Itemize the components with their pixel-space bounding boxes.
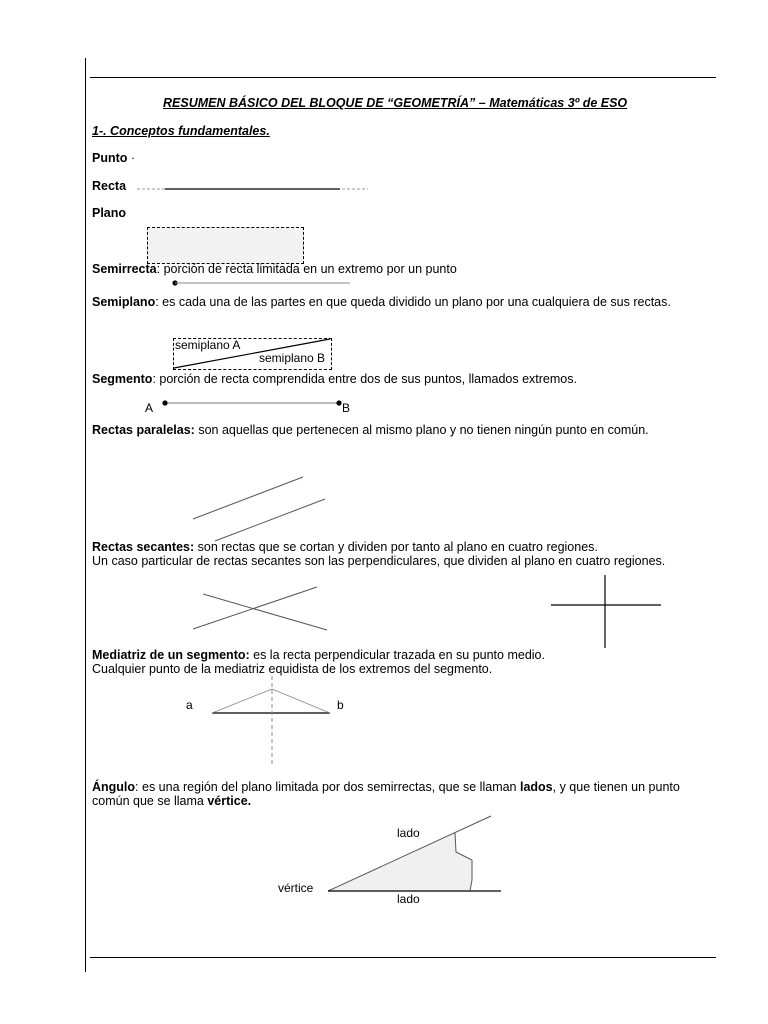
document-title: RESUMEN BÁSICO DEL BLOQUE DE “GEOMETRÍA” – Matemáticas 3º de ESO [163,96,628,110]
segmento-a-label: A [145,401,154,415]
section-title: 1-. Conceptos fundamentales. [92,124,270,138]
paralelas-def: son aquellas que pertenecen al mismo plano y no tienen ningún punto en común. [194,423,649,437]
angulo-term: Ángulo [92,780,136,794]
angulo-lado-top-label: lado [397,826,420,840]
paralelas-term: Rectas paralelas: [92,423,195,437]
angulo-vertice-label: vértice [278,881,314,895]
angulo-def2: , y que tienen un punto [552,780,680,794]
secantes-term: Rectas secantes: [92,540,195,554]
segmento-b-label: B [342,401,351,415]
angulo-term2: lados [519,780,553,794]
semiplano-b-label: semiplano B [259,351,326,365]
semiplano-term: Semiplano [92,295,156,309]
angulo-lado-bottom-label: lado [397,892,420,906]
semirrecta-term: Semirrecta [92,262,157,276]
mediatriz-line2: Cualquier punto de la mediatriz equidista de los extremos del segmento. [92,662,493,676]
mediatriz-def: es la recta perpendicular trazada en su punto medio. [249,648,545,662]
secantes-def: son rectas que se cortan y dividen por tanto al plano en cuatro regiones. [194,540,598,554]
plano-term: Plano [92,206,127,220]
recta-term: Recta [92,179,127,193]
punto-mark: · [130,151,136,165]
semiplano-def: : es cada una de las partes en que queda dividido un plano por una cualquiera de sus rectas. [155,295,671,309]
angulo-term3: vértice. [207,794,252,808]
punto-term: Punto [92,151,128,165]
angulo-line2: común que se llama [92,794,208,808]
secantes-line2: Un caso particular de rectas secantes son las perpendiculares, que dividen al plano en cuatro regiones. [92,554,666,568]
semirrecta-def: : porción de recta limitada en un extremo por un punto [156,262,457,276]
semiplano-a-label: semiplano A [175,338,241,352]
segmento-def: : porción de recta comprendida entre dos de sus puntos, llamados extremos. [152,372,577,386]
mediatriz-a-label: a [186,698,193,712]
segmento-term: Segmento [92,372,153,386]
mediatriz-term: Mediatriz de un segmento: [92,648,250,662]
angulo-def1: : es una región del plano limitada por dos semirrectas, que se llaman [135,780,520,794]
mediatriz-b-label: b [337,698,344,712]
